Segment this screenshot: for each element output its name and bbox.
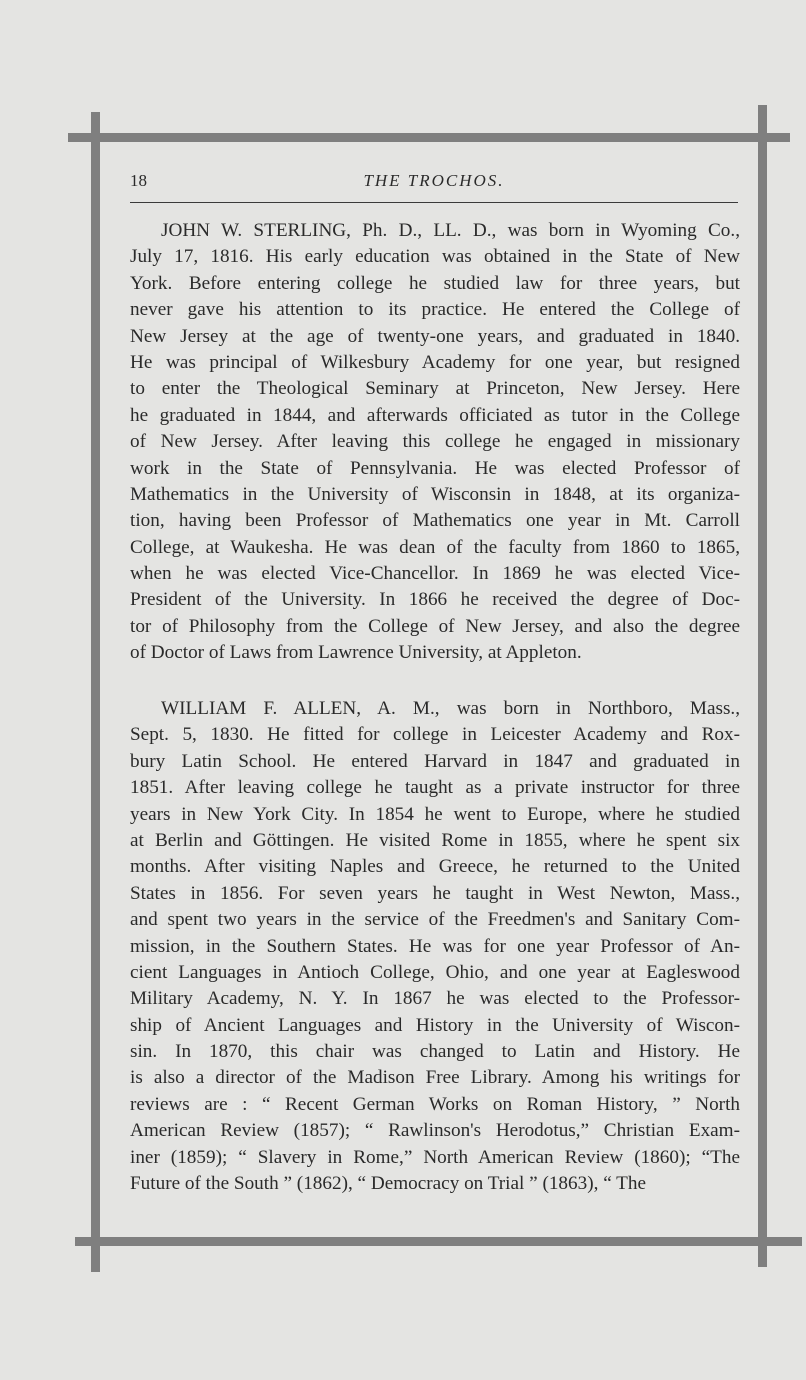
paragraph-line: of New Jersey. After leaving this college he engaged in missionary [130, 431, 740, 453]
paragraph-line: of Doctor of Laws from Lawrence University, at Appleton. [130, 642, 582, 664]
paragraph-line: 1851. After leaving college he taught as a private instructor for three [130, 777, 740, 799]
paragraph-line: when he was elected Vice-Chancellor. In 1869 he was elected Vice- [130, 563, 740, 585]
paragraph-line: is also a director of the Madison Free Library. Among his writings for [130, 1067, 740, 1089]
paragraph-line: President of the University. In 1866 he received the degree of Doc- [130, 589, 740, 611]
page-border-top [68, 133, 790, 142]
paragraph-line: at Berlin and Göttingen. He visited Rome in 1855, where he spent six [130, 829, 740, 851]
paragraph-line: and spent two years in the service of the Freedmen's and Sanitary Com- [130, 909, 740, 931]
paragraph-line: Sept. 5, 1830. He fitted for college in Leicester Academy and Rox- [130, 724, 740, 746]
paragraph-line: College, at Waukesha. He was dean of the faculty from 1860 to 1865, [130, 536, 740, 558]
paragraph-line: years in New York City. In 1854 he went to Europe, where he studied [130, 803, 740, 825]
paragraph-line: reviews are : “ Recent German Works on Roman History, ” North [130, 1093, 740, 1115]
paragraph-line: sin. In 1870, this chair was changed to Latin and History. He [130, 1041, 740, 1063]
paragraph-line: July 17, 1816. His early education was obtained in the State of New [130, 246, 740, 268]
paragraph-line: work in the State of Pennsylvania. He was elected Professor of [130, 457, 740, 479]
paragraph-line: York. Before entering college he studied law for three years, but [130, 272, 740, 294]
header-rule [130, 202, 738, 203]
running-title: THE TROCHOS. [363, 171, 505, 190]
paragraph-line: bury Latin School. He entered Harvard in 1847 and graduated in [130, 750, 740, 772]
page-header [130, 168, 738, 196]
paragraph-line: never gave his attention to its practice. He entered the College of [130, 299, 740, 321]
paragraph-line: cient Languages in Antioch College, Ohio, and one year at Eagleswood [130, 961, 740, 983]
paragraph-line: JOHN W. STERLING, Ph. D., LL. D., was born in Wyoming Co., [161, 220, 740, 241]
paragraph-line: He was principal of Wilkesbury Academy for one year, but resigned [130, 351, 740, 373]
page-number: 18 [130, 171, 147, 190]
biography-allen [130, 696, 740, 1197]
paragraph-line: to enter the Theological Seminary at Princeton, New Jersey. Here [130, 378, 740, 400]
paragraph-line: Mathematics in the University of Wisconsin in 1848, at its organiza- [130, 483, 740, 505]
paragraph-line: Future of the South ” (1862), “ Democracy on Trial ” (1863), “ The [130, 1173, 646, 1195]
paragraph-line: tor of Philosophy from the College of New Jersey, and also the degree [130, 615, 740, 637]
paragraph-line: New Jersey at the age of twenty-one years, and graduated in 1840. [130, 325, 740, 347]
page-border-right [758, 105, 767, 1267]
paragraph-line: mission, in the Southern States. He was for one year Professor of An- [130, 935, 740, 957]
paragraph-line: he graduated in 1844, and afterwards officiated as tutor in the College [130, 404, 740, 426]
biography-sterling [130, 218, 740, 667]
paragraph-line: iner (1859); “ Slavery in Rome,” North American Review (1860); “The [130, 1146, 740, 1168]
page-border-bottom [75, 1237, 802, 1246]
paragraph-line: ship of Ancient Languages and History in the University of Wiscon- [130, 1014, 740, 1036]
paragraph-line: Military Academy, N. Y. In 1867 he was elected to the Professor- [130, 988, 740, 1010]
paragraph-line: States in 1856. For seven years he taught in West Newton, Mass., [130, 882, 740, 904]
paragraph-line: WILLIAM F. ALLEN, A. M., was born in Northboro, Mass., [161, 698, 740, 719]
page-border-left [91, 112, 100, 1272]
paragraph-line: American Review (1857); “ Rawlinson's Herodotus,” Christian Exam- [130, 1120, 740, 1142]
paragraph-line: months. After visiting Naples and Greece, he returned to the United [130, 856, 740, 878]
paragraph-line: tion, having been Professor of Mathematics one year in Mt. Carroll [130, 510, 740, 532]
